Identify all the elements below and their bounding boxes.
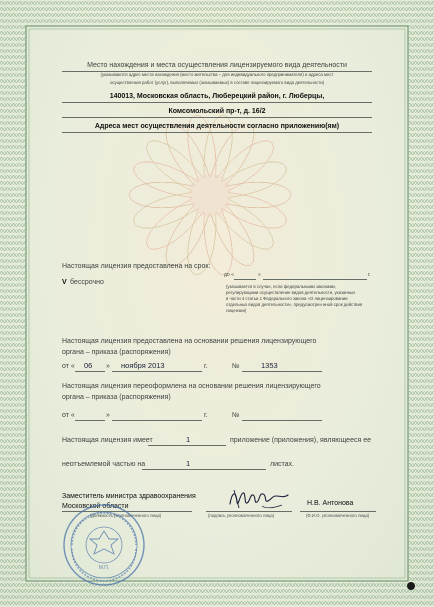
- basis-label-2: органа – приказа (распоряжения): [62, 349, 171, 356]
- reissue-number-label: №: [232, 412, 240, 419]
- sheets-count: 1: [186, 459, 191, 468]
- basis-number-label: №: [232, 363, 240, 370]
- official-name: Н.В. Антонова: [307, 500, 354, 507]
- basis-month-year: ноября 2013: [121, 361, 165, 370]
- basis-quote-close: »: [106, 363, 110, 370]
- term-note-4: отдельных видов деятельности», предусмотрен иной срок действия: [226, 302, 363, 307]
- term-note-3: в части 4 статьи 1 Федерального закона «О лицензировании: [226, 296, 348, 301]
- stamp-mark: М.П.: [98, 565, 110, 571]
- basis-from-label: от «: [62, 363, 75, 370]
- binding-hole: [407, 582, 415, 590]
- appendix-line1-prefix: Настоящая лицензия имеет: [62, 437, 153, 444]
- address-hint-2: осуществления работ (услуг), выполняемых (оказываемых) в составе лицензируемого вида деятельности): [109, 80, 325, 85]
- basis-label-1: Настоящая лицензия предоставлена на основании решения лицензирующего: [62, 338, 317, 345]
- address-line-2: Комсомольский пр-т, д. 16/2: [168, 108, 266, 115]
- address-hint-1: (указываются адрес места нахождения (место жительства – для индивидуального предпринимателя) и адреса мест: [100, 72, 334, 77]
- term-label: Настоящая лицензия предоставлена на срок:: [62, 263, 211, 270]
- term-note-5: лицензии): [226, 308, 247, 313]
- term-value: бессрочно: [70, 279, 104, 286]
- term-note-1: (указывается в случае, если федеральными законами,: [226, 284, 336, 289]
- name-caption: (Ф.И.О. уполномоченного лица): [306, 513, 370, 518]
- signature-caption: (подпись уполномоченного лица): [208, 513, 275, 518]
- reissue-quote-close: »: [106, 412, 110, 419]
- appendix-line1-suffix: приложение (приложения), являющееся ее: [230, 437, 371, 444]
- appendix-line2-prefix: неотъемлемой частью на: [62, 461, 146, 468]
- position-caption: (должность уполномоченного лица): [90, 513, 162, 518]
- basis-number: 1353: [261, 361, 278, 370]
- address-line-1: 140013, Московская область, Люберецкий район, г. Люберцы,: [109, 93, 325, 100]
- position-line-1: Заместитель министра здравоохранения: [62, 493, 196, 500]
- term-year-suffix: г.: [368, 272, 371, 278]
- reissue-year-suffix: г.: [204, 412, 208, 419]
- handwritten-signature: [226, 484, 292, 514]
- reissue-label-2: органа – приказа (распоряжения): [62, 394, 171, 401]
- term-note-2: регулирующими осуществление видов деятельности, указанных: [226, 290, 356, 295]
- position-line-2: Московской области: [62, 503, 129, 510]
- term-until-prefix: до «: [224, 272, 234, 278]
- basis-day: 06: [84, 361, 93, 370]
- reissue-label-1: Настоящая лицензия переоформлена на основании решения лицензирующего: [62, 383, 321, 390]
- basis-year-suffix: г.: [204, 363, 208, 370]
- term-checkmark: V: [62, 279, 67, 286]
- places-note: Адреса мест осуществления деятельности согласно приложению(ям): [94, 123, 340, 130]
- address-heading: Место нахождения и места осуществления лицензируемого вида деятельности: [87, 62, 347, 69]
- reissue-from-label: от «: [62, 412, 75, 419]
- appendix-count: 1: [186, 435, 191, 444]
- official-stamp: [62, 503, 146, 587]
- term-quote-close: »: [258, 272, 261, 278]
- appendix-line2-suffix: листах.: [270, 461, 294, 468]
